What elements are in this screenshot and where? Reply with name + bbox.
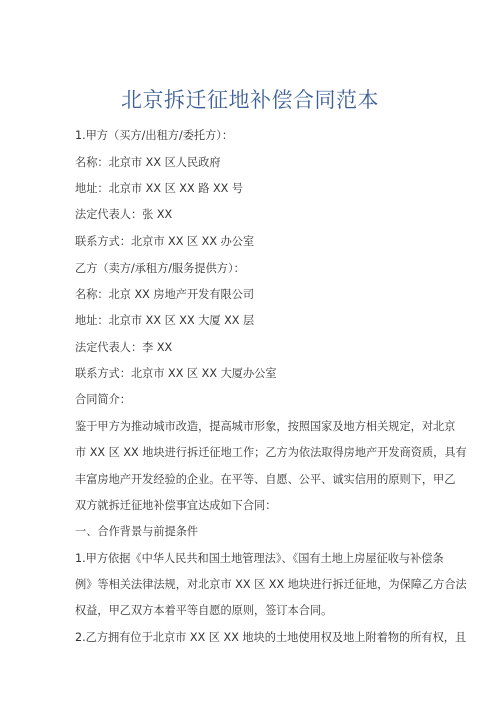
clause-line: 2.乙方拥有位于北京市 XX 区 XX 地块的土地使用权及地上附着物的所有权，且 <box>75 631 467 644</box>
party-a-heading: 1.甲方（买方/出租方/委托方）： <box>75 129 234 142</box>
party-a-name: 名称：北京市 XX 区人民政府 <box>75 156 221 169</box>
party-a-representative: 法定代表人：张 XX <box>75 208 173 221</box>
clause-line: 1.甲方依据《中华人民共和国土地管理法》、《国有土地上房屋征收与补偿条 <box>75 552 444 565</box>
clause-line: 例》等相关法律法规，对北京市 XX 区 XX 地块进行拆迁征地，为保障乙方合法 <box>75 578 467 591</box>
party-b-name: 名称：北京 XX 房地产开发有限公司 <box>75 288 255 301</box>
section-heading: 一、合作背景与前提条件 <box>75 525 199 538</box>
contract-intro-heading: 合同简介： <box>75 393 131 406</box>
clause-line: 权益，甲乙双方本着平等自愿的原则，签订本合同。 <box>75 604 333 617</box>
party-b-heading: 乙方（卖方/承租方/服务提供方）： <box>75 262 245 275</box>
party-b-address: 地址：北京市 XX 区 XX 大厦 XX 层 <box>75 314 255 327</box>
intro-paragraph-line: 双方就拆迁征地补偿事宜达成如下合同： <box>75 499 277 512</box>
party-a-address: 地址：北京市 XX 区 XX 路 XX 号 <box>75 182 244 195</box>
intro-paragraph-line: 鉴于甲方为推动城市改造，提高城市形象，按照国家及地方相关规定，对北京 <box>75 420 456 433</box>
party-a-contact: 联系方式：北京市 XX 区 XX 办公室 <box>75 235 255 248</box>
intro-paragraph-line: 丰富房地产开发经验的企业。在平等、自愿、公平、诚实信用的原则下，甲乙 <box>75 473 456 486</box>
intro-paragraph-line: 市 XX 区 XX 地块进行拆迁征地工作；乙方为依法取得房地产开发商资质，具有 <box>75 446 467 459</box>
party-b-contact: 联系方式：北京市 XX 区 XX 大厦办公室 <box>75 367 277 380</box>
party-b-representative: 法定代表人：李 XX <box>75 341 173 354</box>
document-title: 北京拆迁征地补偿合同范本 <box>121 88 379 112</box>
